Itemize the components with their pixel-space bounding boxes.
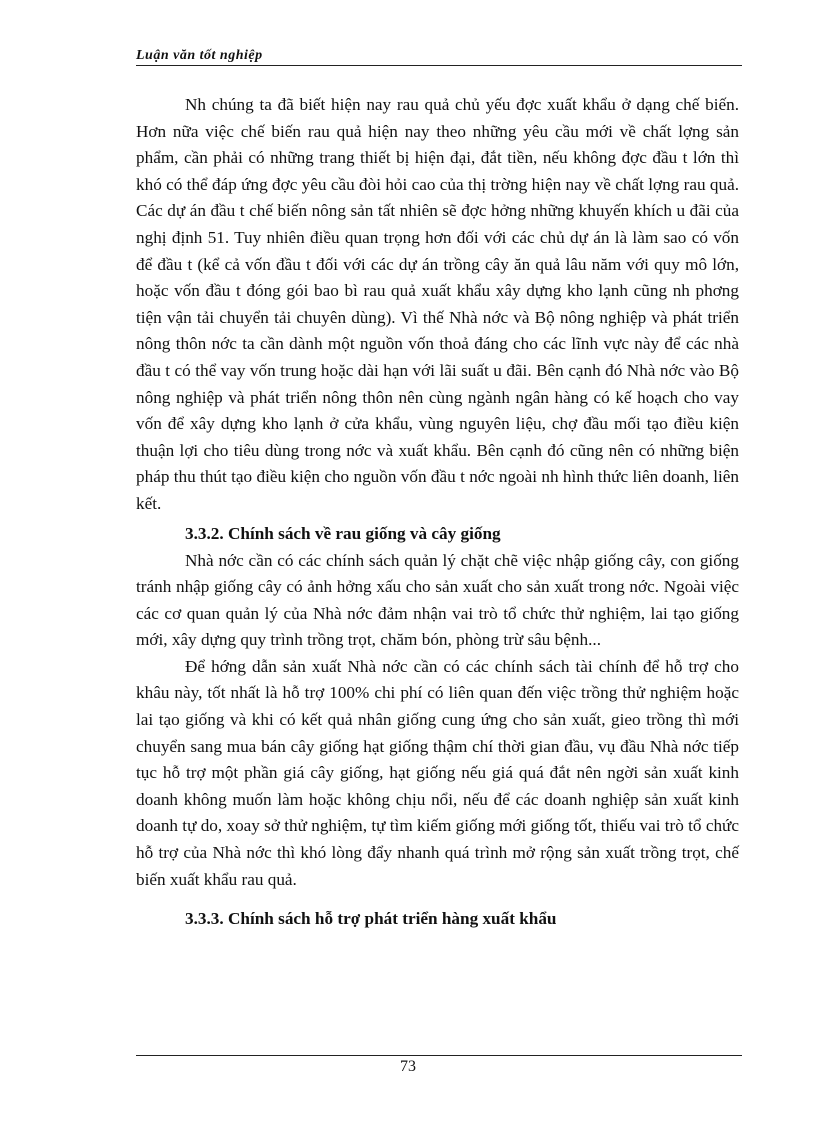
section-heading-seed-policy: 3.3.2. Chính sách về rau giống và cây giống	[185, 523, 501, 543]
paragraph-seed-finance: Để hớng dẫn sản xuất Nhà nớc cần có các chính sách tài chính để hỗ trợ cho khâu này, tốt nhất là hỗ trợ 100% chi phí có liên quan đến việc trồng thử nghiệm hoặc lai tạo giống và khi có kết quả nhân giống cung ứng cho sản xuất, gieo trồng thì mới chuyển sang mua bán cây giống hạt giống thậm chí thời gian đầu, vụ đầu Nhà nớc tiếp tục hỗ trợ một phần giá cây giống, hạt giống nếu giá quá đắt nên ngời sản xuất kinh doanh không muốn làm hoặc không chịu nổi, nếu để các doanh nghiệp sản xuất kinh doanh tự do, xoay sở thử nghiệm, tự tìm kiếm giống mới giống tốt, thiếu vai trò tổ chức hỗ trợ của Nhà nớc thì khó lòng đẩy nhanh quá trình mở rộng sản xuất trồng trọt, chế biến xuất khẩu rau quả.	[136, 656, 739, 889]
header-divider	[136, 65, 742, 66]
running-header: Luận văn tốt nghiệp	[136, 48, 263, 63]
paragraph-seed-import: Nhà nớc cần có các chính sách quản lý chặt chẽ việc nhập giống cây, con giống tránh nhập giống cây có ảnh hởng xấu cho sản xuất cho sản xuất trong nớc. Ngoài việc các cơ quan quản lý của Nhà nớc đảm nhận vai trò tổ chức thử nghiệm, lai tạo giống mới, xây dựng quy trình trồng trọt, chăm bón, phòng trừ sâu bệnh...	[136, 550, 739, 650]
paragraph-investment-capital: Nh chúng ta đã biết hiện nay rau quả chủ yếu đợc xuất khẩu ở dạng chế biến. Hơn nữa việc chế biến rau quả hiện nay theo những yêu cầu mới về chất lợng sản phẩm, cần phải có những trang thiết bị hiện đại, đắt tiền, nếu không đợc đầu t lớn thì khó có thể đáp ứng đợc yêu cầu đòi hỏi cao của thị trờng hiện nay về chất lợng rau quả. Các dự án đầu t chế biến nông sản tất nhiên sẽ đợc hởng những khuyến khích u đãi của nghị định 51. Tuy nhiên điều quan trọng hơn đối với các chủ dự án là làm sao có vốn để đầu t (kể cả vốn đầu t đối với các dự án trồng cây ăn quả lâu năm với quy mô lớn, hoặc vốn đầu t đóng gói bao bì rau quả xuất khẩu xây dựng kho lạnh cũng nh phơng tiện vận tải chuyển tải chuyên dùng). Vì thế Nhà nớc và Bộ nông nghiệp và phát triển nông thôn nớc ta cần dành một nguồn vốn thoả đáng cho các lĩnh vực này để các nhà đầu t có thể vay vốn trung hoặc dài hạn với lãi suất u đãi. Bên cạnh đó Nhà nớc vào Bộ nông nghiệp và phát triển nông thôn nên cùng ngành ngân hàng có kế hoạch cho vay vốn để xây dựng kho lạnh ở cửa khẩu, vùng nguyên liệu, chợ đầu mối tạo điều kiện thuận lợi cho tiêu dùng trong nớc và xuất khẩu. Bên cạnh đó cũng nên có những biện pháp thu thút tạo điều kiện cho nguồn vốn đầu t nớc ngoài nh hình thức liên doanh, liên kết.	[136, 95, 739, 513]
page-body	[136, 92, 739, 933]
footer-divider	[136, 1055, 742, 1056]
section-heading-export-support: 3.3.3. Chính sách hỗ trợ phát triển hàng xuất khẩu	[185, 909, 557, 929]
page-number: 73	[400, 1058, 416, 1075]
